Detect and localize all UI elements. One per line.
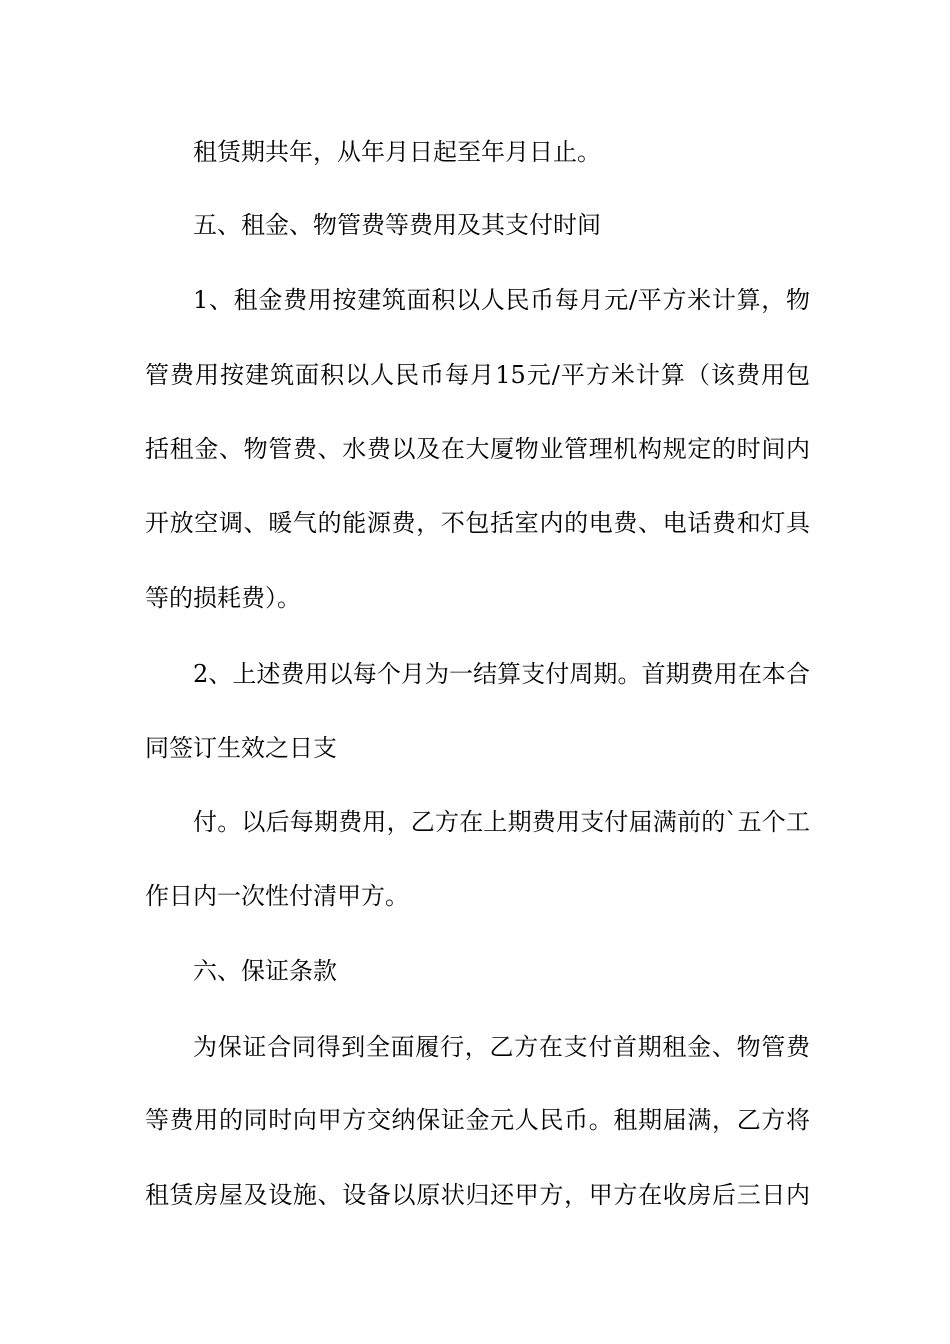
clause-1-line-4: 开放空调、暖气的能源费，不包括室内的电费、电话费和灯具 — [145, 509, 810, 537]
clause-2-line-4: 作日内一次性付清甲方。 — [145, 882, 409, 910]
clause-2-line-3: 付。以后每期费用，乙方在上期费用支付届满前的`五个工 — [193, 808, 810, 836]
clause-2-line-1: 2、上述费用以每个月为一结算支付周期。首期费用在本合 — [193, 660, 810, 688]
section-five-heading: 五、租金、物管费等费用及其支付时间 — [193, 211, 601, 239]
clause-1-line-2: 管费用按建筑面积以人民币每月15元/平方米计算（该费用包 — [145, 361, 810, 389]
clause-1-line-1: 1、租金费用按建筑面积以人民币每月元/平方米计算，物 — [193, 286, 810, 314]
section-six-heading: 六、保证条款 — [193, 957, 337, 985]
guarantee-line-3: 租赁房屋及设施、设备以原状归还甲方，甲方在收房后三日内 — [145, 1181, 810, 1209]
clause-1-line-3: 括租金、物管费、水费以及在大厦物业管理机构规定的时间内 — [145, 435, 810, 463]
guarantee-line-2: 等费用的同时向甲方交纳保证金元人民币。租期届满，乙方将 — [145, 1106, 810, 1134]
guarantee-line-1: 为保证合同得到全面履行，乙方在支付首期租金、物管费 — [193, 1033, 810, 1061]
clause-1-line-5: 等的损耗费）。 — [145, 584, 301, 612]
clause-2-line-2: 同签订生效之日支 — [145, 734, 337, 762]
lease-term-line: 租赁期共年，从年月日起至年月日止。 — [193, 138, 601, 166]
